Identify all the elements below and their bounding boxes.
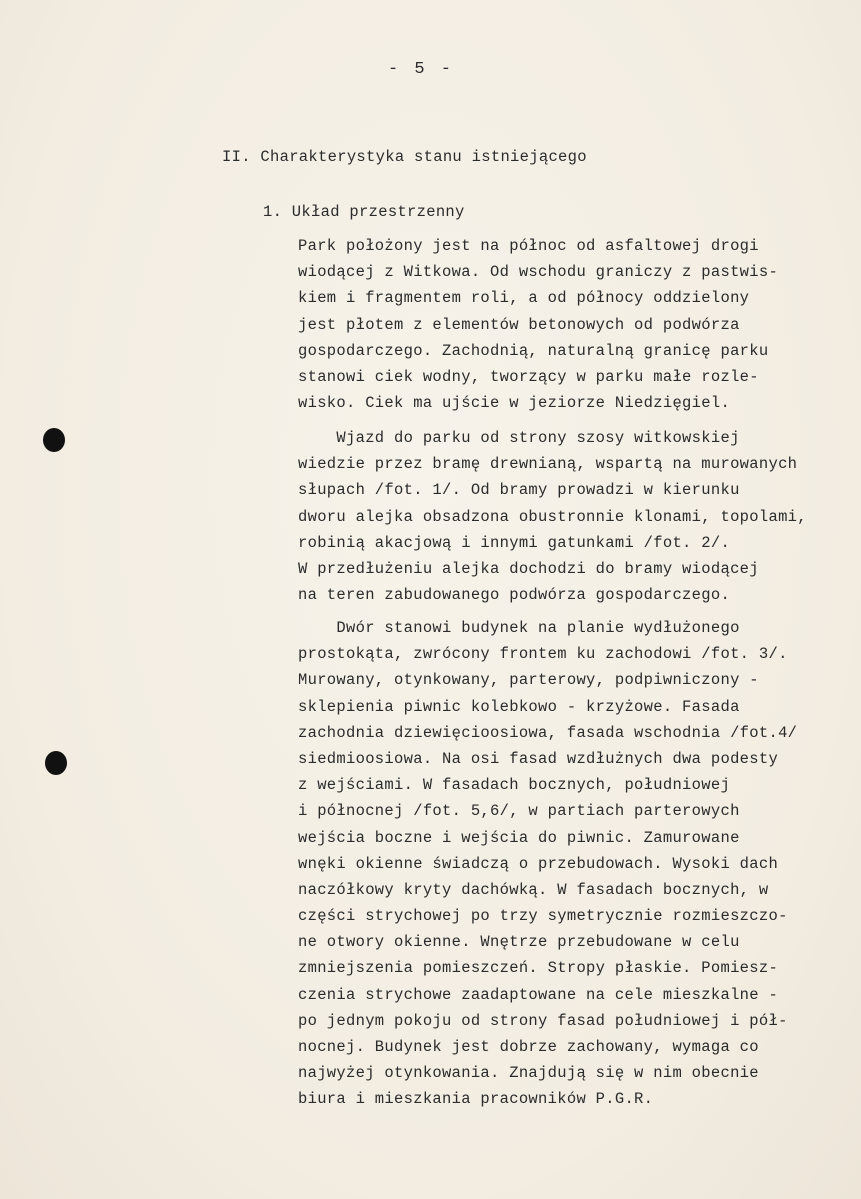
section-title: II. Charakterystyka stanu istniejącego [222, 148, 587, 166]
text-line: nocnej. Budynek jest dobrze zachowany, wymaga co [298, 1038, 759, 1056]
text-line: zachodnia dziewięcioosiowa, fasada wschodnia /fot.4/ [298, 723, 798, 742]
text-line: zmniejszenia pomieszczeń. Stropy płaskie. Pomiesz- [298, 959, 779, 978]
text-line: ne otwory okienne. Wnętrze przebudowane w celu [298, 933, 740, 952]
paragraph [298, 425, 807, 608]
text-line: W przedłużeniu alejka dochodzi do bramy wiodącej [298, 559, 759, 578]
text-line: Murowany, otynkowany, parterowy, podpiwniczony - [298, 671, 759, 690]
text-line: wisko. Ciek ma ujście w jeziorze Niedzięgiel. [298, 394, 731, 413]
text-line: wnęki okienne świadczą o przebudowach. Wysoki dach [298, 854, 779, 873]
text-line: na teren zabudowanego podwórza gospodarczego. [298, 586, 731, 605]
text-line: po jednym pokoju od strony fasad południowej i pół- [298, 1011, 788, 1030]
subsection-title: 1. Układ przestrzenny [263, 203, 465, 221]
text-line: wiodącej z Witkowa. Od wschodu graniczy z pastwis- [298, 263, 779, 282]
text-line: stanowi ciek wodny, tworzący w parku małe rozle- [298, 367, 759, 386]
text-line: Dwór stanowi budynek na planie wydłużonego [298, 619, 740, 637]
text-line: prostokąta, zwrócony frontem ku zachodowi /fot. 3/. [298, 645, 788, 664]
text-line: najwyżej otynkowania. Znajdują się w nim obecnie [298, 1064, 759, 1083]
text-line: naczółkowy kryty dachówką. W fasadach bocznych, w [298, 880, 769, 899]
text-line: wejścia boczne i wejścia do piwnic. Zamurowane [298, 828, 740, 847]
punch-hole [43, 428, 65, 452]
page-number: - 5 - [388, 60, 455, 79]
paragraph [298, 615, 797, 1113]
text-line: siedmioosiowa. Na osi fasad wzdłużnych dwa podesty [298, 749, 779, 768]
text-line: i północnej /fot. 5,6/, w partiach parterowych [298, 802, 740, 821]
text-line: robinią akacjową i innymi gatunkami /fot. 2/. [298, 533, 731, 552]
text-line: czenia strychowe zaadaptowane na cele mieszkalne - [298, 985, 779, 1004]
text-line: dworu alejka obsadzona obustronnie klonami, topolami, [298, 507, 807, 526]
text-line: słupach /fot. 1/. Od bramy prowadzi w kierunku [298, 481, 740, 500]
text-line: Wjazd do parku od strony szosy witkowskiej [298, 429, 740, 447]
text-line: kiem i fragmentem roli, a od północy oddzielony [298, 289, 750, 308]
punch-hole [45, 751, 67, 775]
text-line: z wejściami. W fasadach bocznych, południowej [298, 776, 731, 795]
text-line: jest płotem z elementów betonowych od podwórza [298, 315, 740, 334]
text-line: Park położony jest na północ od asfaltowej drogi [298, 237, 759, 255]
text-line: gospodarczego. Zachodnią, naturalną granicę parku [298, 341, 769, 360]
text-line: biura i mieszkania pracowników P.G.R. [298, 1090, 654, 1109]
text-line: sklepienia piwnic kolebkowo - krzyżowe. Fasada [298, 697, 740, 716]
text-line: części strychowej po trzy symetrycznie rozmieszczo- [298, 907, 788, 926]
paragraph [298, 233, 778, 416]
text-line: wiedzie przez bramę drewnianą, wspartą na murowanych [298, 455, 798, 474]
